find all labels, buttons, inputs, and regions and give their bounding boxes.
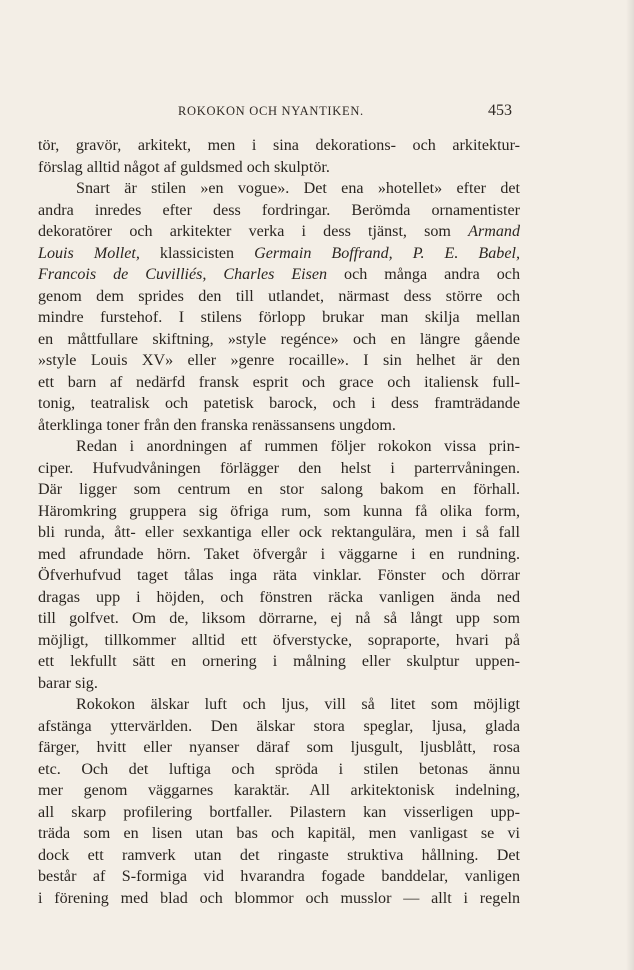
text-segment: dock ett ramverk utan det ringaste struktiva hållning. Det	[38, 846, 520, 864]
text-segment: Rokokon älskar luft och ljus, vill så litet som möjligt	[76, 696, 520, 713]
text-line	[38, 630, 520, 652]
text-line	[38, 200, 520, 222]
text-segment: med afrundade hörn. Taket öfvergår i väggarne i en rundning.	[38, 545, 520, 563]
text-segment: Redan i anordningen af rummen följer rokokon vissa prin-	[76, 438, 520, 455]
text-segment: färger, hvitt eller nyanser däraf som ljusgult, ljusblått, rosa	[38, 739, 520, 756]
text-line	[38, 544, 520, 566]
paragraph	[38, 135, 520, 178]
text-line	[38, 372, 520, 394]
text-line	[38, 716, 520, 738]
text-line	[38, 565, 520, 587]
text-segment: Snart är stilen »en vogue». Det ena »hotellet» efter det	[76, 180, 520, 197]
text-segment: tör, gravör, arkitekt, men i sina dekorations- och arkitektur-	[38, 137, 520, 154]
text-line	[38, 737, 520, 759]
text-line	[38, 780, 520, 802]
paragraph	[38, 694, 520, 909]
text-line	[38, 651, 520, 673]
text-segment: barar sig.	[38, 674, 98, 692]
paragraph	[38, 178, 520, 436]
text-line	[38, 243, 520, 265]
italic-name: Germain Boffrand, P. E. Babel,	[254, 244, 520, 262]
text-line	[38, 522, 520, 544]
text-segment: Öfverhufvud taget tålas inga räta vinklar. Fönster och dörrar	[38, 567, 520, 584]
page-number: 453	[488, 102, 512, 119]
text-segment: och många andra och	[327, 266, 520, 283]
text-segment: mer genom väggarnes karaktär. All arkitektonisk indelning,	[38, 782, 520, 799]
text-segment: ett lekfullt sätt en ornering i målning eller skulptur uppen-	[38, 653, 520, 670]
text-line	[38, 479, 520, 501]
text-segment: består af S-formiga vid hvarandra fogade banddelar, vanligen	[38, 868, 520, 885]
text-segment: tonig, teatralisk och patetisk barock, och i dess framträdande	[38, 395, 520, 412]
text-segment: all skarp profilering bortfaller. Pilastern kan visserligen upp-	[38, 803, 520, 821]
text-segment: Där ligger som centrum en stor salong bakom en förhall.	[38, 481, 520, 498]
text-line	[38, 587, 520, 609]
text-segment: ciper. Hufvudvåningen förlägger den helst i parterrvåningen.	[38, 459, 520, 477]
text-segment: Häromkring gruppera sig öfriga rum, som kunna få olika form,	[38, 502, 520, 520]
text-segment: bli runda, ått- eller sexkantiga eller ock rektangulära, men i så fall	[38, 524, 520, 541]
text-line	[38, 501, 520, 523]
text-segment: genom dem sprides den till utlandet, närmast dess större och	[38, 287, 520, 305]
text-segment: afstänga yttervärlden. Den älskar stora speglar, ljusa, glada	[38, 717, 520, 735]
italic-name: Louis Mollet,	[38, 244, 140, 262]
text-line	[38, 866, 520, 888]
running-title: ROKOKON OCH NYANTIKEN.	[178, 104, 364, 118]
text-segment: dekoratörer och arkitekter verka i dess tjänst, som	[38, 223, 469, 240]
text-line	[38, 694, 520, 716]
text-line	[38, 135, 520, 157]
text-segment: »style Louis XV» eller »genre rocaille». I sin helhet är den	[38, 352, 520, 369]
text-segment: återklinga toner från den franska renässansens ungdom.	[38, 416, 396, 434]
text-segment: klassicisten	[139, 244, 255, 262]
text-line	[38, 350, 520, 372]
text-line	[38, 458, 520, 480]
body-text	[38, 135, 520, 909]
text-line	[38, 845, 520, 867]
text-line	[38, 436, 520, 458]
text-segment: träda som en lisen utan bas och kapitäl, men vanligast se vi	[38, 825, 520, 842]
text-segment: en måttfullare skiftning, »style regénce» och en längre gående	[38, 330, 520, 348]
italic-name: Francois de Cuvilliés, Charles Eisen	[38, 266, 328, 283]
text-line	[38, 264, 520, 286]
paragraph	[38, 436, 520, 694]
text-line	[38, 415, 520, 437]
text-segment: till golfvet. Om de, liksom dörrarne, ej nå så långt upp som	[38, 610, 520, 627]
text-line	[38, 823, 520, 845]
text-line	[38, 286, 520, 308]
text-segment: förslag alltid något af guldsmed och skulptör.	[38, 158, 330, 176]
text-line	[38, 759, 520, 781]
text-segment: mindre furstehof. I stilens förlopp brukar man skilja mellan	[38, 309, 520, 326]
text-line	[38, 673, 520, 695]
text-segment: i förening med blad och blommor och musslor — allt i regeln	[38, 889, 520, 907]
text-segment: etc. Och det luftiga och spröda i stilen betonas ännu	[38, 760, 520, 778]
text-line	[38, 307, 520, 329]
text-line	[38, 608, 520, 630]
text-segment: möjligt, tillkommer alltid ett öfverstycke, sopraporte, hvari på	[38, 631, 520, 649]
italic-name: Armand	[468, 223, 520, 240]
text-line	[38, 329, 520, 351]
text-segment: andra inredes efter dess fordringar. Berömda ornamentister	[38, 201, 520, 219]
text-line	[38, 221, 520, 243]
text-line	[38, 393, 520, 415]
text-line	[38, 802, 520, 824]
text-line	[38, 157, 520, 179]
text-line	[38, 888, 520, 910]
text-segment: dragas upp i höjden, och fönstren räcka vanligen ända ned	[38, 588, 520, 606]
text-line	[38, 178, 520, 200]
page-header	[0, 104, 634, 128]
text-segment: ett barn af nedärfd fransk esprit och grace och italiensk full-	[38, 373, 520, 391]
